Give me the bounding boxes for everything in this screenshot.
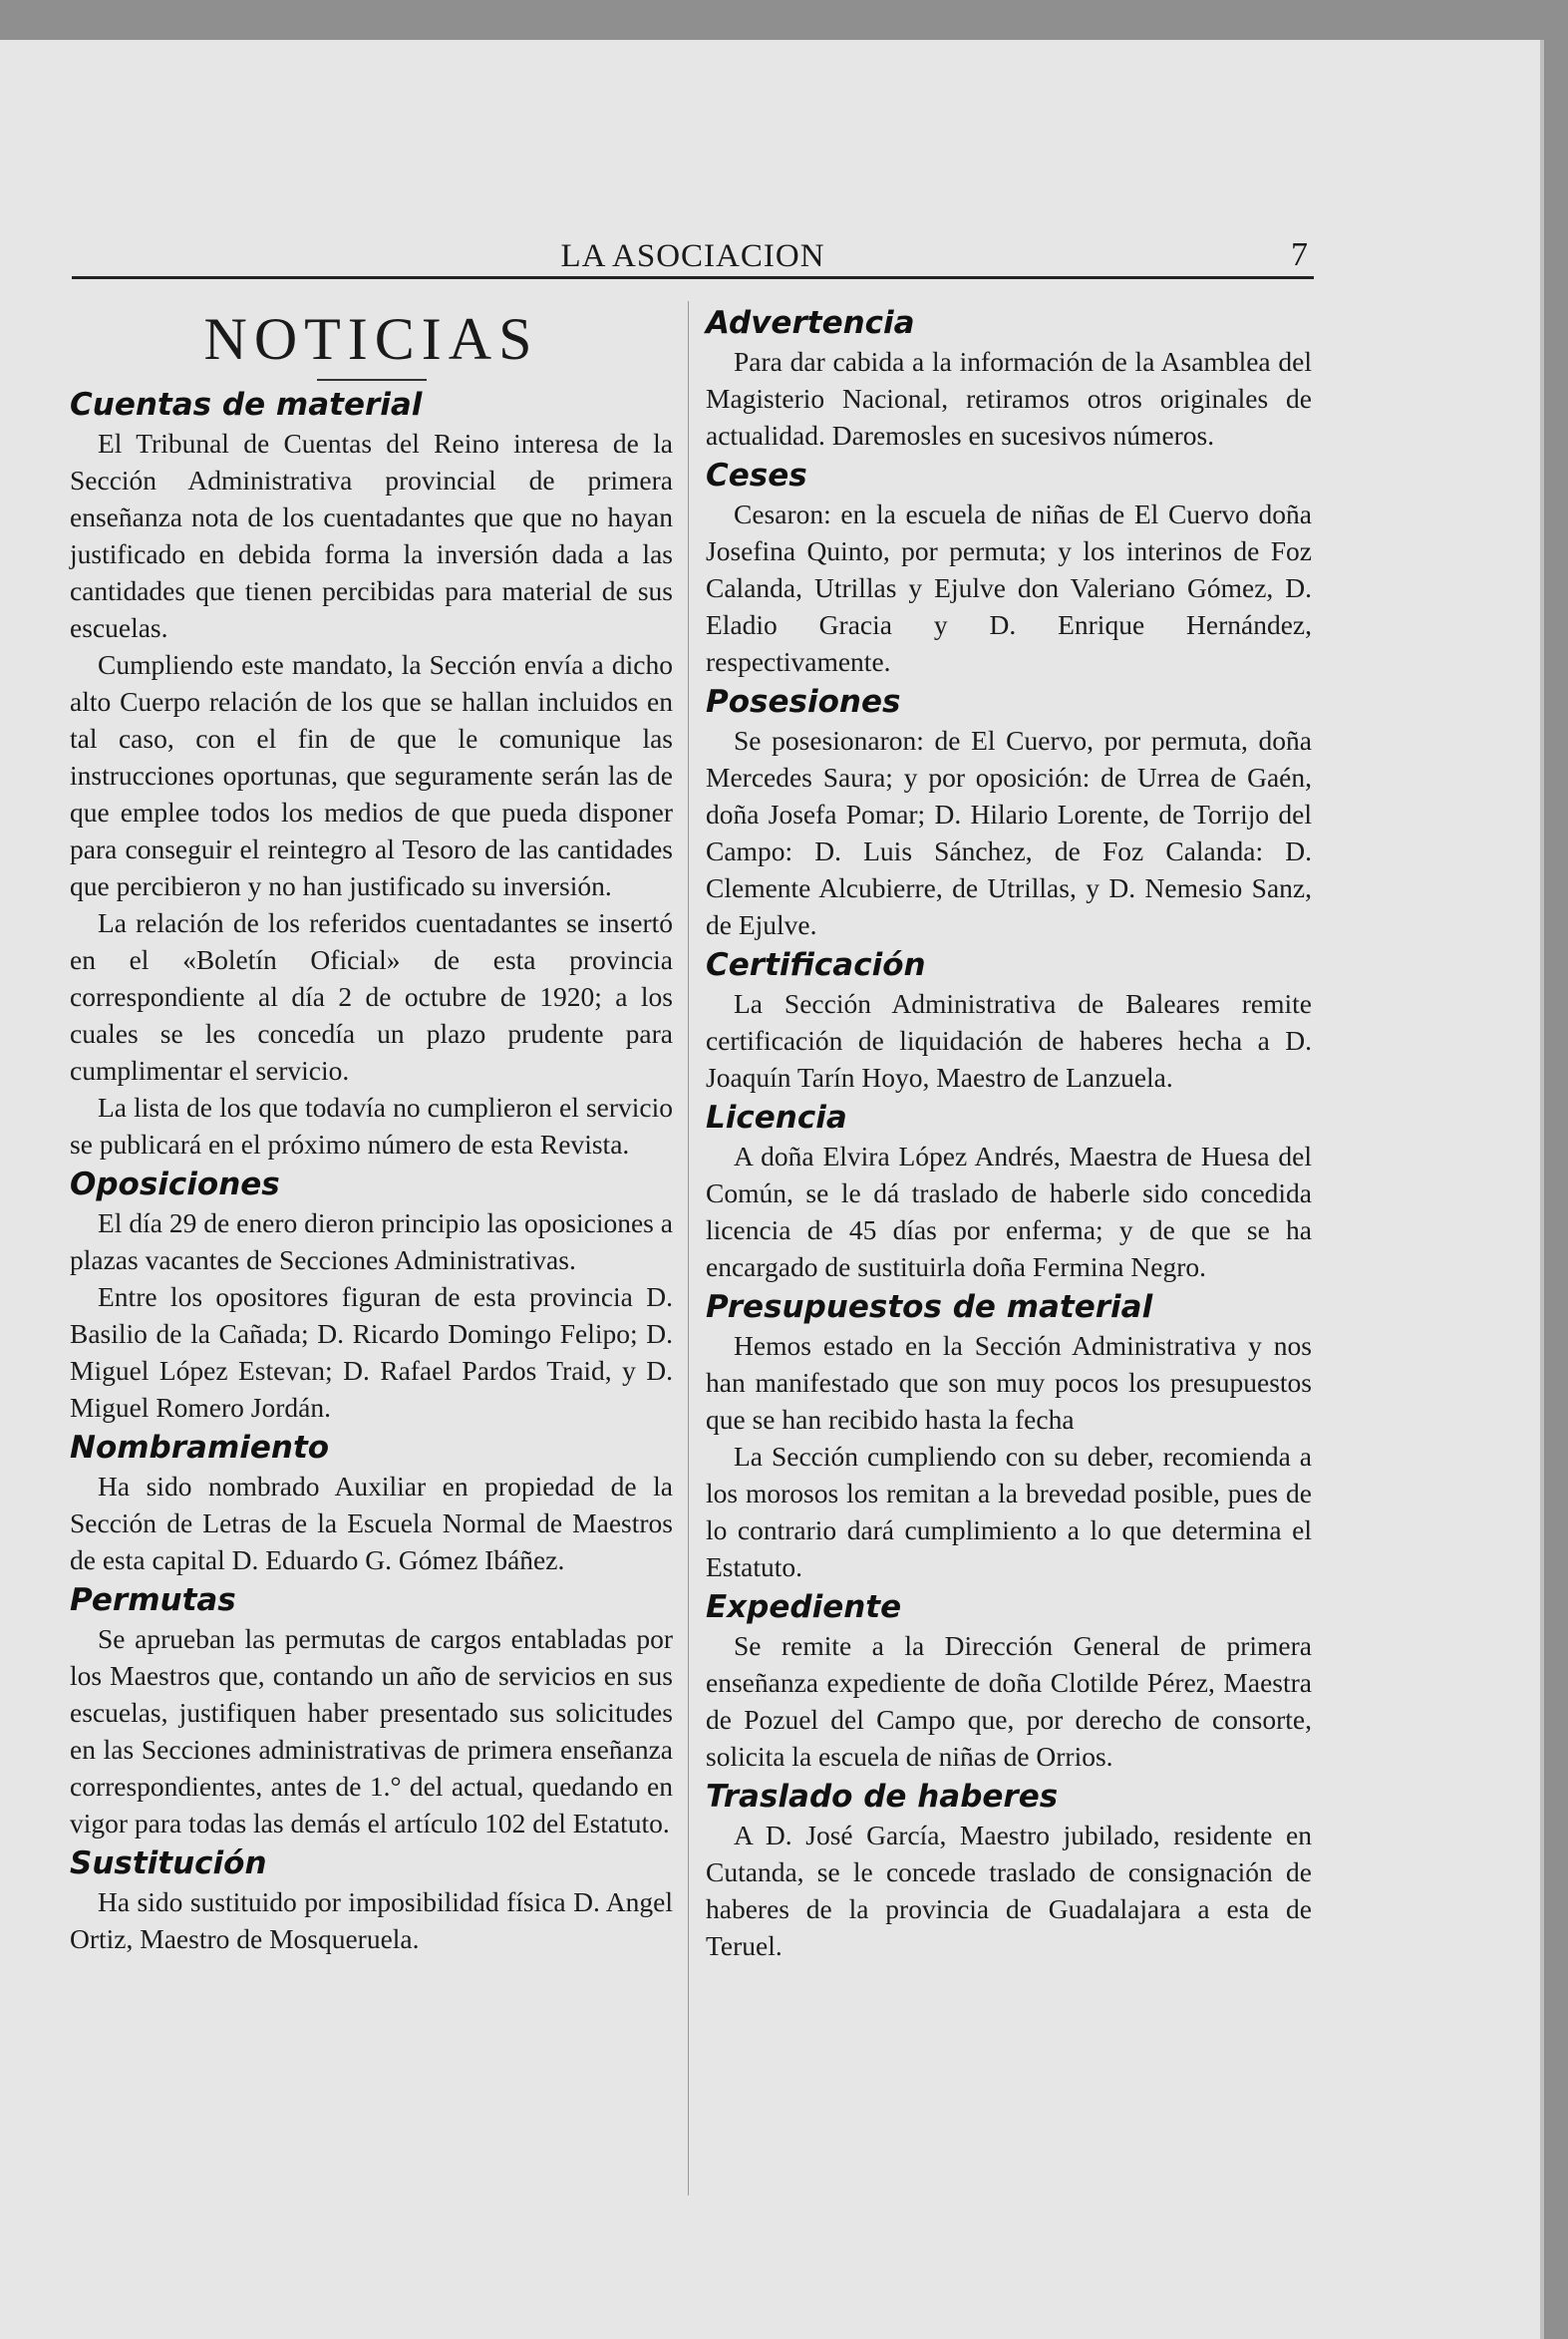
section-title: Posesiones: [706, 684, 901, 720]
section-presupuestos-de-material: [706, 1287, 1312, 1585]
section-title: Nombramiento: [70, 1430, 330, 1466]
paragraph: El Tribunal de Cuentas del Reino interesa de la Sección Administrativa provincial de primera enseñanza nota de los cuentadantes que que no hayan justificado en debida forma la inversión dada a las cantidades que tienen percibidas para material de sus escuelas.: [70, 428, 673, 643]
paragraph: Cumpliendo este mandato, la Sección envía a dicho alto Cuerpo relación de los que se hallan incluidos en tal caso, con el fin de que le comunique las instrucciones oportunas, que seguramente serán las de que emplee todos los medios de que pueda disponer para conseguir el reintegro al Tesoro de las cantidades que percibieron y no han justificado su inversión.: [70, 649, 673, 901]
section-sustitucion: [70, 1843, 673, 1957]
paragraph: La Sección Administrativa de Baleares remite certificación de liquidación de haberes hecha a D. Joaquín Tarín Hoyo, Maestro de Lanzuela.: [706, 988, 1312, 1093]
page-header: [72, 234, 1314, 279]
newspaper-page: [0, 40, 1540, 2339]
left-column: [70, 301, 673, 1957]
section-ceses: [706, 456, 1312, 680]
section-title: Certificación: [706, 947, 926, 983]
heading-rule: [317, 379, 427, 381]
noticias-heading: NOTICIAS: [203, 306, 539, 372]
section-licencia: [706, 1098, 1312, 1285]
section-title: Sustitución: [70, 1845, 267, 1881]
section-permutas: [70, 1580, 673, 1841]
section-title: Cuentas de material: [70, 387, 423, 423]
paragraph: Ha sido sustituido por imposibilidad física D. Angel Ortiz, Maestro de Mosqueruela.: [70, 1886, 673, 1954]
section-posesiones: [706, 682, 1312, 943]
section-title: Licencia: [706, 1100, 847, 1136]
paragraph: Hemos estado en la Sección Administrativa y nos han manifestado que son muy pocos los presupuestos que se han recibido hasta la fecha: [706, 1330, 1312, 1435]
page-number: 7: [1291, 236, 1308, 273]
paragraph: La Sección cumpliendo con su deber, recomienda a los morosos los remitan a la brevedad posible, pues de lo contrario dará cumplimiento a lo que determina el Estatuto.: [706, 1441, 1312, 1582]
paragraph: La lista de los que todavía no cumplieron el servicio se publicará en el próximo número de esta Revista.: [70, 1092, 673, 1160]
section-expediente: [706, 1587, 1312, 1775]
paragraph: Se remite a la Dirección General de primera enseñanza expediente de doña Clotilde Pérez, Maestra de Pozuel del Campo que, por derecho de consorte, solicita la escuela de niñas de Orrios.: [706, 1630, 1312, 1772]
section-nombramiento: [70, 1428, 673, 1578]
paragraph: A doña Elvira López Andrés, Maestra de Huesa del Común, se le dá traslado de haberle sido concedida licencia de 45 días por enferma; y de que se ha encargado de sustituirla doña Fermina Negro.: [706, 1141, 1312, 1282]
paragraph: Se posesionaron: de El Cuervo, por permuta, doña Mercedes Saura; y por oposición: de Urrea de Gaén, doña Josefa Pomar; D. Hilario Lorente, de Torrijo del Campo: D. Luis Sánchez, de Foz Calanda: D. Clemente Alcubierre, de Utrillas, y D. Nemesio Sanz, de Ejulve.: [706, 725, 1312, 940]
section-cuentas-de-material: [70, 385, 673, 1163]
section-oposiciones: [70, 1165, 673, 1426]
paragraph: El día 29 de enero dieron principio las oposiciones a plazas vacantes de Secciones Administrativas.: [70, 1207, 673, 1275]
section-title: Ceses: [706, 458, 807, 494]
section-title: Presupuestos de material: [706, 1289, 1153, 1325]
publication-title: LA ASOCIACION: [560, 238, 825, 274]
right-column: [706, 301, 1312, 1964]
section-certificacion: [706, 945, 1312, 1096]
section-title: Oposiciones: [70, 1167, 280, 1202]
section-advertencia: [706, 303, 1312, 454]
paragraph: Entre los opositores figuran de esta provincia D. Basilio de la Cañada; D. Ricardo Domingo Felipo; D. Miguel López Estevan; D. Rafael Pardos Traid, y D. Miguel Romero Jordán.: [70, 1281, 673, 1423]
section-title: Expediente: [706, 1589, 902, 1625]
paragraph: Cesaron: en la escuela de niñas de El Cuervo doña Josefina Quinto, por permuta; y los interinos de Foz Calanda, Utrillas y Ejulve don Valeriano Gómez, D. Eladio Gracia y D. Enrique Hernández, respectivamente.: [706, 499, 1312, 677]
section-traslado-de-haberes: [706, 1777, 1312, 1964]
paragraph: A D. José García, Maestro jubilado, residente en Cutanda, se le concede traslado de consignación de haberes de la provincia de Guadalajara a esta de Teruel.: [706, 1820, 1312, 1961]
paragraph: Se aprueban las permutas de cargos entabladas por los Maestros que, contando un año de servicios en sus escuelas, justifiquen haber presentado sus solicitudes en las Secciones administrativas de primera enseñanza correspondientes, antes de 1.° del actual, quedando en vigor para todas las demás el artículo 102 del Estatuto.: [70, 1623, 673, 1838]
section-title: Traslado de haberes: [706, 1779, 1059, 1815]
paragraph: Ha sido nombrado Auxiliar en propiedad de la Sección de Letras de la Escuela Normal de Maestros de esta capital D. Eduardo G. Gómez Ibáñez.: [70, 1471, 673, 1575]
section-title: Permutas: [70, 1582, 236, 1618]
column-divider: [688, 301, 689, 2195]
paragraph: Para dar cabida a la información de la Asamblea del Magisterio Nacional, retiramos otros originales de actualidad. Daremosles en sucesivos números.: [706, 346, 1312, 451]
section-title: Advertencia: [706, 305, 915, 341]
paragraph: La relación de los referidos cuentadantes se insertó en el «Boletín Oficial» de esta provincia correspondiente al día 2 de octubre de 1920; a los cuales se les concedía un plazo prudente para cumplimentar el servicio.: [70, 907, 673, 1086]
